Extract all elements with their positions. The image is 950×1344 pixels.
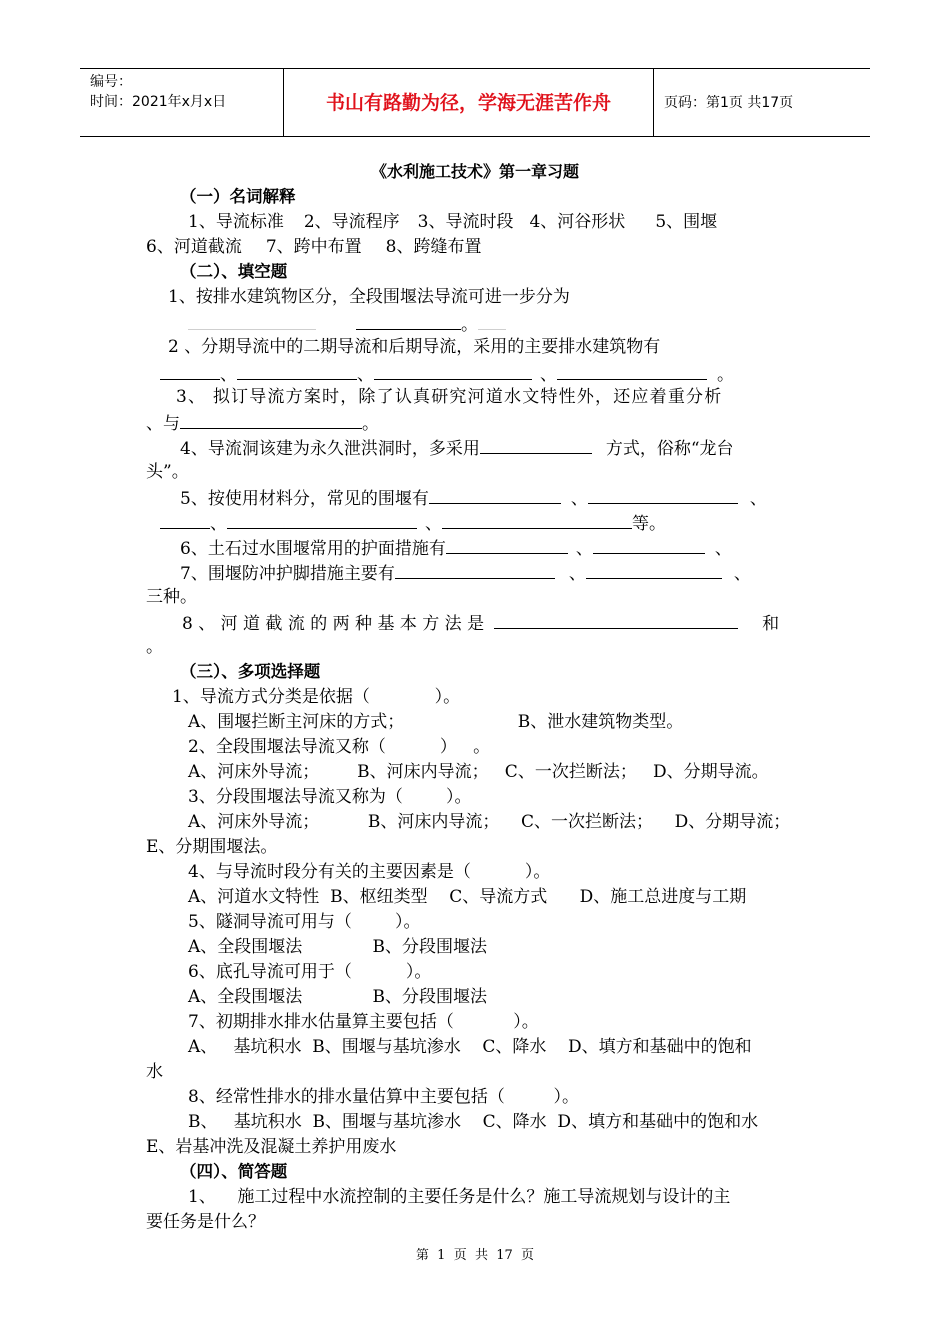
mc-line: 3、分段围堰法导流又称为（ ）。 xyxy=(188,787,472,807)
answer-blank[interactable] xyxy=(160,362,220,380)
answer-blank[interactable] xyxy=(446,536,568,554)
date-label: 时间：2021年x月x日 xyxy=(90,94,227,110)
answer-blank[interactable] xyxy=(356,312,461,330)
fill-q2: 2 、分期导流中的二期导流和后期导流，采用的主要排水建筑物有 xyxy=(168,337,661,357)
mc-line: 4、与导流时段分有关的主要因素是（ ）。 xyxy=(188,862,551,882)
s1-line-2 xyxy=(146,236,806,258)
answer-blank[interactable] xyxy=(588,486,738,504)
mc-line: A、河床外导流； B、河床内导流； C、一次拦断法； D、分期导流； xyxy=(188,812,791,832)
answer-blank[interactable] xyxy=(227,511,417,529)
mc-line: 1、导流方式分类是依据（ ）。 xyxy=(172,687,461,707)
header-page-info: 页码：第1页 共17页 xyxy=(664,95,794,111)
page-footer: 第 1 页 共 17 页 xyxy=(415,1248,535,1263)
header-meta xyxy=(90,72,280,112)
mc-line: 7、初期排水排水估量算主要包括（ ）。 xyxy=(188,1012,539,1032)
answer-blank[interactable] xyxy=(557,362,707,380)
mc-line: B、 基坑积水 B、围堰与基坑渗水 C、降水 D、填方和基础中的饱和水 xyxy=(188,1112,759,1132)
mc-line: 6、底孔导流可用于（ ）。 xyxy=(188,962,432,982)
fill-q3: 3、 拟订导流方案时，除了认真研究河道水文特性外，还应着重分析 xyxy=(176,387,723,407)
mc-line: 8、经常性排水的排水量估算中主要包括（ ）。 xyxy=(188,1087,579,1107)
section-2-heading: （二）、填空题 xyxy=(180,262,288,281)
mc-line: A、河道水文特性 B、枢纽类型 C、导流方式 D、施工总进度与工期 xyxy=(188,887,747,907)
term: 1、导流标准 xyxy=(188,212,284,232)
answer-blank[interactable] xyxy=(593,536,705,554)
mc-line: 2、全段围堰法导流又称（ ） 。 xyxy=(188,737,491,757)
fill-q6: 6、土石过水围堰常用的护面措施有 、 、 xyxy=(180,536,840,560)
mc-line: E、岩基冲洗及混凝土养护用废水 xyxy=(146,1137,397,1157)
section-1-heading: （一）名词解释 xyxy=(180,187,296,206)
answer-blank[interactable] xyxy=(480,436,592,454)
header-bottom-rule xyxy=(80,136,870,137)
answer-blank[interactable] xyxy=(494,611,738,629)
mc-line: A、围堰拦断主河床的方式； B、泄水建筑物类型。 xyxy=(188,712,684,732)
s1-line-1 xyxy=(188,211,808,233)
mc-line: A、河床外导流； B、河床内导流； C、一次拦断法； D、分期导流。 xyxy=(188,762,769,782)
fill-q5: 5、按使用材料分，常见的围堰有 、 、 xyxy=(180,486,840,510)
mc-line: A、全段围堰法 B、分段围堰法 xyxy=(188,937,488,957)
mc-line: 水 xyxy=(146,1062,163,1082)
answer-blank[interactable] xyxy=(442,511,632,529)
mc-line: A、全段围堰法 B、分段围堰法 xyxy=(188,987,488,1007)
fill-q8-cont: 。 xyxy=(146,637,163,657)
answer-blank[interactable] xyxy=(180,411,362,429)
term: 8、跨缝布置 xyxy=(385,237,482,257)
term: 7、跨中布置 xyxy=(265,237,362,257)
header-top-rule xyxy=(80,68,870,69)
mc-line: 5、隧洞导流可用与（ ）。 xyxy=(188,912,421,932)
mc-line: A、 基坑积水 B、围堰与基坑渗水 C、降水 D、填方和基础中的饱和 xyxy=(188,1037,752,1057)
mc-line: E、分期围堰法。 xyxy=(146,837,278,857)
fill-q7: 7、围堰防冲护脚措施主要有 、 、 xyxy=(180,561,840,585)
term: 5、围堰 xyxy=(655,212,718,232)
fill-q1: 1、按排水建筑物区分，全段围堰法导流可进一步分为 xyxy=(168,287,570,307)
term: 2、导流程序 xyxy=(303,212,400,232)
answer-blank[interactable] xyxy=(429,486,561,504)
term: 3、导流时段 xyxy=(417,212,514,232)
short-answer-q1-cont: 要任务是什么？ xyxy=(146,1212,265,1232)
answer-blank[interactable] xyxy=(586,561,722,579)
fill-q4-cont: 头”。 xyxy=(146,462,189,482)
header-motto: 书山有路勤为径，学海无涯苦作舟 xyxy=(325,92,611,114)
fill-q8: 8 、 河 道 截 流 的 两 种 基 本 方 法 是 和 xyxy=(182,611,808,635)
term: 6、河道截流 xyxy=(146,237,242,257)
number-label: 编号： xyxy=(90,74,132,90)
fill-q2-blanks: 、 、 、 。 xyxy=(160,362,806,386)
fill-q7-cont: 三种。 xyxy=(146,587,197,607)
fill-q4: 4、导流洞该建为永久泄洪洞时，多采用 方式，俗称“龙台 xyxy=(180,436,840,460)
answer-blank[interactable] xyxy=(160,511,210,529)
fill-q1-blanks: 。 xyxy=(188,312,848,336)
document-title: 《水利施工技术》第一章习题 xyxy=(370,162,579,181)
term: 4、河谷形状 xyxy=(529,212,626,232)
answer-blank[interactable] xyxy=(188,312,316,330)
answer-blank[interactable] xyxy=(478,312,506,330)
answer-blank[interactable] xyxy=(395,561,555,579)
answer-blank[interactable] xyxy=(374,362,532,380)
short-answer-q1: 1、 施工过程中水流控制的主要任务是什么？施工导流规划与设计的主 xyxy=(188,1187,731,1207)
answer-blank[interactable] xyxy=(237,362,357,380)
section-4-heading: （四）、简答题 xyxy=(180,1162,288,1181)
fill-q3-cont: 、与 。 xyxy=(146,411,806,435)
section-3-heading: （三）、多项选择题 xyxy=(180,662,321,681)
header-divider-right xyxy=(653,68,654,136)
fill-q5-cont: 、 、 等。 xyxy=(160,511,820,535)
